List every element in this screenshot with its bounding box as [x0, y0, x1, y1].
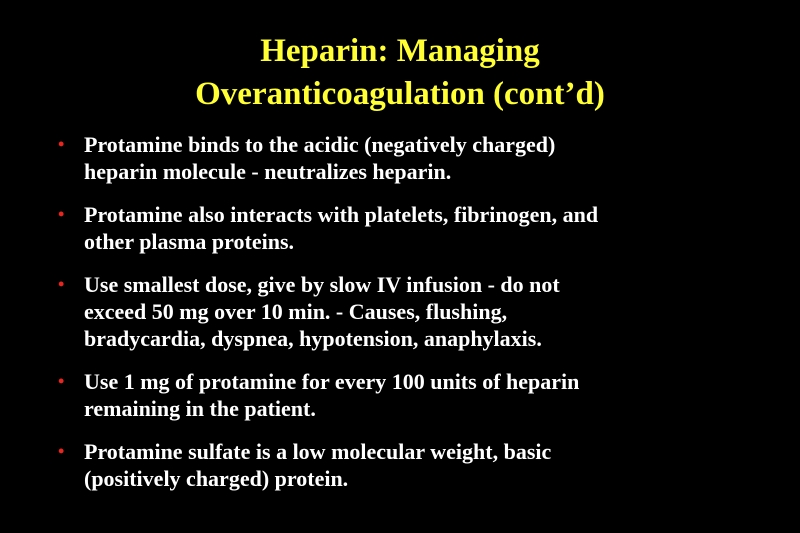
bullet-item	[58, 368, 758, 422]
bullet-item	[58, 271, 758, 352]
title-line-2: Overanticoagulation (cont’d)	[195, 76, 605, 112]
bullet-line: Use 1 mg of protamine for every 100 units of heparin	[84, 369, 580, 394]
bullet-icon: •	[58, 441, 65, 461]
bullet-line: Protamine sulfate is a low molecular weight, basic	[84, 439, 552, 464]
bullet-text	[84, 201, 758, 255]
bullet-text	[84, 368, 758, 422]
bullet-icon: •	[58, 204, 65, 224]
bullet-list	[58, 131, 758, 508]
bullet-icon: •	[58, 371, 65, 391]
slide-title	[0, 30, 800, 116]
bullet-icon: •	[58, 134, 65, 154]
bullet-line: other plasma proteins.	[84, 229, 295, 254]
bullet-text	[84, 271, 758, 352]
bullet-item	[58, 438, 758, 492]
bullet-line: exceed 50 mg over 10 min. - Causes, flushing,	[84, 299, 508, 324]
bullet-item	[58, 201, 758, 255]
bullet-line: (positively charged) protein.	[84, 466, 349, 491]
title-line-1: Heparin: Managing	[260, 33, 540, 69]
bullet-line: Protamine binds to the acidic (negatively charged)	[84, 132, 556, 157]
bullet-line: remaining in the patient.	[84, 396, 316, 421]
bullet-line: heparin molecule - neutralizes heparin.	[84, 159, 452, 184]
bullet-icon: •	[58, 274, 65, 294]
bullet-text	[84, 438, 758, 492]
bullet-text	[84, 131, 758, 185]
bullet-line: Use smallest dose, give by slow IV infusion - do not	[84, 272, 560, 297]
bullet-item	[58, 131, 758, 185]
bullet-line: bradycardia, dyspnea, hypotension, anaphylaxis.	[84, 326, 542, 351]
bullet-line: Protamine also interacts with platelets, fibrinogen, and	[84, 202, 599, 227]
